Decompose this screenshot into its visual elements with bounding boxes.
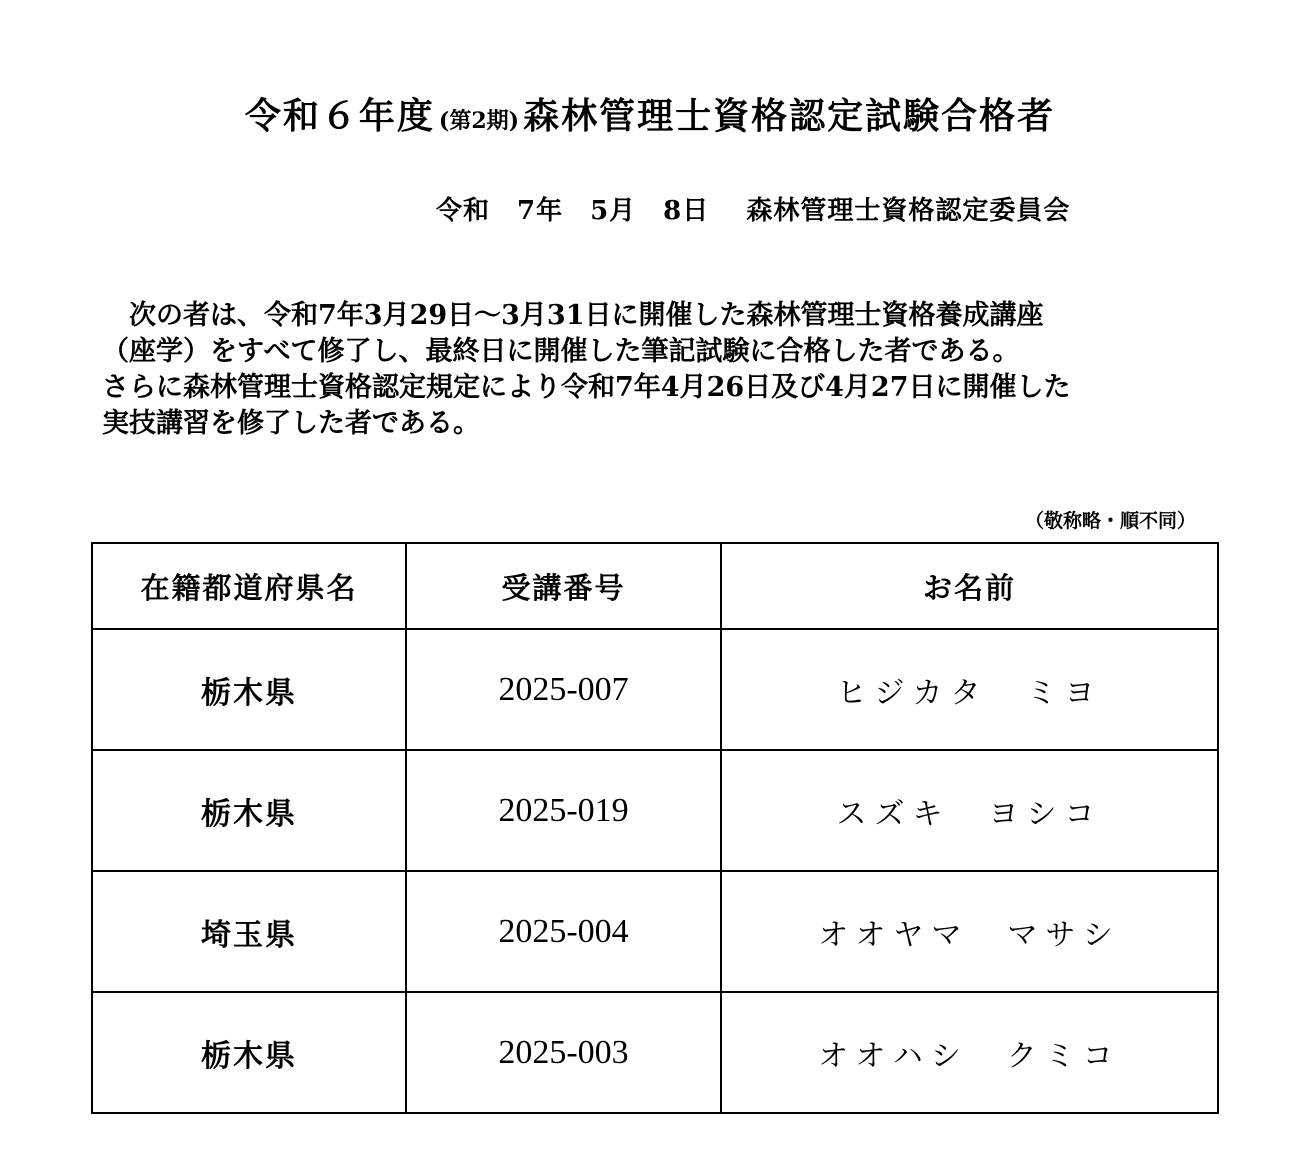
header-prefecture: 在籍都道府県名 — [92, 543, 406, 629]
cell-prefecture: 栃木県 — [92, 992, 406, 1113]
title-term: (第2期) — [438, 108, 520, 134]
table-row — [92, 750, 1218, 871]
announcement-body — [102, 298, 1232, 442]
table-row — [92, 629, 1218, 750]
honorific-note: （敬称略・順不同） — [1024, 510, 1196, 532]
table-row — [92, 871, 1218, 992]
title-main-pre: 令和６年度 — [244, 95, 435, 137]
body-line: 実技講習を修了した者である。 — [102, 408, 480, 439]
header-name: お名前 — [721, 543, 1218, 629]
cell-prefecture: 栃木県 — [92, 629, 406, 750]
body-line: 次の者は、令和7年3月29日～3月31日に開催した森林管理士資格養成講座 — [102, 300, 1044, 331]
table-row — [92, 992, 1218, 1113]
issue-date-and-issuer: 令和 7年 5月 8日 森林管理士資格認定委員会 — [436, 196, 1071, 226]
cell-prefecture: 埼玉県 — [92, 871, 406, 992]
document-title — [0, 88, 1293, 139]
cell-number: 2025-019 — [406, 750, 721, 871]
cell-name: ヒジカタ ミヨ — [721, 629, 1218, 750]
cell-name: オオハシ クミコ — [721, 992, 1218, 1113]
cell-number: 2025-007 — [406, 629, 721, 750]
cell-prefecture: 栃木県 — [92, 750, 406, 871]
body-line: （座学）をすべて修了し、最終日に開催した筆記試験に合格した者である。 — [102, 336, 1020, 367]
passer-table — [91, 542, 1219, 1114]
table-header-row — [92, 543, 1218, 629]
cell-number: 2025-004 — [406, 871, 721, 992]
body-line: さらに森林管理士資格認定規定により令和7年4月26日及び4月27日に開催した — [102, 372, 1071, 403]
cell-name: スズキ ヨシコ — [721, 750, 1218, 871]
title-main-post: 森林管理士資格認定試験合格者 — [523, 95, 1056, 137]
cell-name: オオヤマ マサシ — [721, 871, 1218, 992]
cell-number: 2025-003 — [406, 992, 721, 1113]
header-number: 受講番号 — [406, 543, 721, 629]
